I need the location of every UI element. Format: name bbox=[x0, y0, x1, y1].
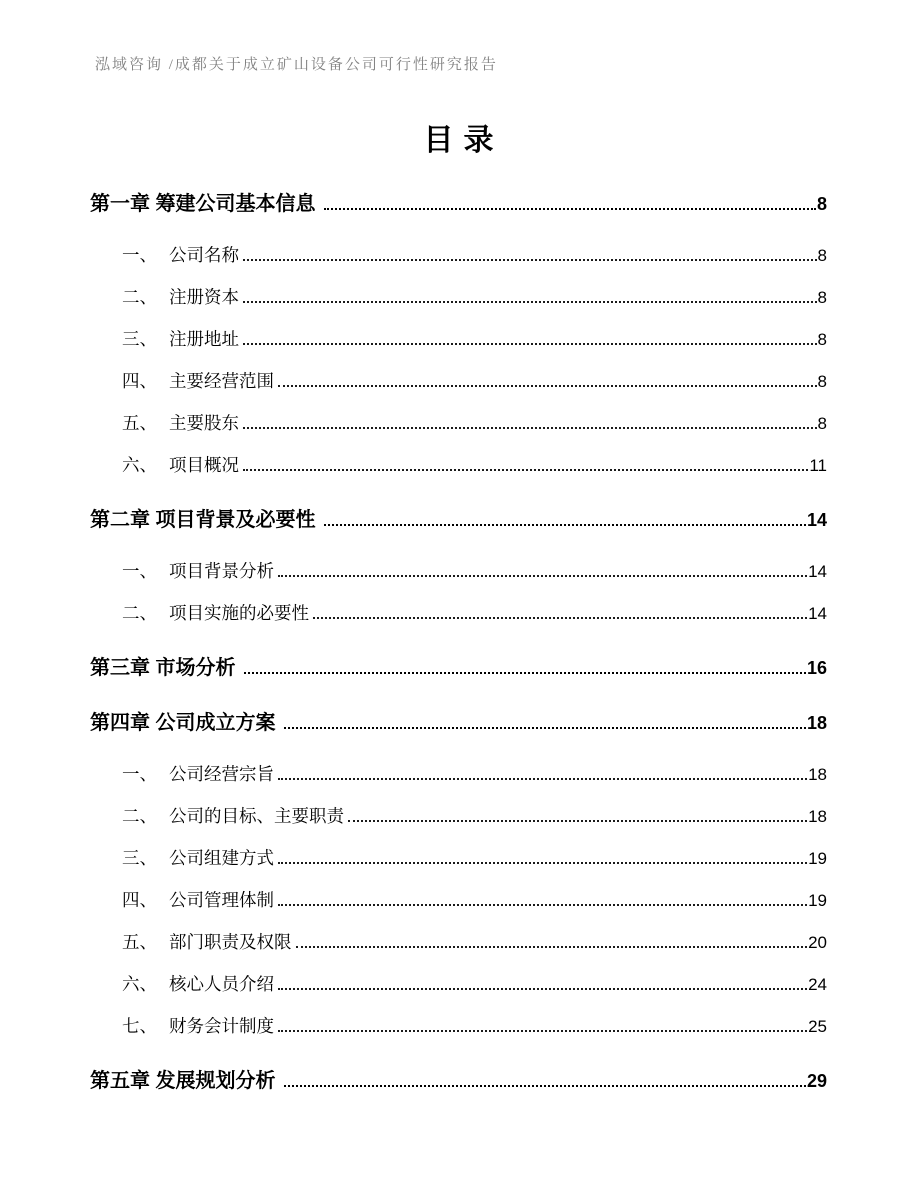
dot-leader bbox=[278, 575, 807, 577]
toc-entry[interactable] bbox=[90, 837, 827, 879]
toc-entry-page: 14 bbox=[806, 510, 827, 530]
toc-entry-page: 11 bbox=[809, 456, 827, 475]
toc-entry[interactable] bbox=[90, 1060, 827, 1102]
toc-entry-number: 二、 bbox=[122, 806, 157, 826]
toc-entry-label: 部门职责及权限 bbox=[169, 932, 292, 952]
toc-entry-number: 五、 bbox=[122, 413, 157, 433]
toc-entry-label: 公司组建方式 bbox=[169, 848, 274, 868]
toc-entry[interactable] bbox=[90, 499, 827, 541]
dot-leader bbox=[243, 469, 808, 471]
toc-entry-page: 8 bbox=[817, 372, 827, 391]
toc-entry-page: 8 bbox=[816, 194, 827, 214]
toc-entry[interactable] bbox=[90, 753, 827, 795]
toc-entry-label: 注册地址 bbox=[169, 329, 239, 349]
dot-leader bbox=[243, 259, 817, 261]
toc-entry-page: 18 bbox=[808, 765, 827, 784]
toc-entry[interactable] bbox=[90, 318, 827, 360]
toc-entry-number: 六、 bbox=[122, 974, 157, 994]
dot-leader bbox=[278, 385, 817, 387]
toc-entry-page: 29 bbox=[806, 1071, 827, 1091]
dot-leader bbox=[278, 862, 807, 864]
toc-entry-number: 二、 bbox=[122, 603, 157, 623]
toc-entry-page: 18 bbox=[808, 807, 827, 826]
dot-leader bbox=[284, 1085, 806, 1087]
toc-entry-label: 第一章 筹建公司基本信息 bbox=[90, 193, 316, 215]
toc-entry-label: 核心人员介绍 bbox=[169, 974, 274, 994]
toc-entry-page: 24 bbox=[808, 975, 827, 994]
dot-leader bbox=[243, 427, 817, 429]
toc-entry-number: 一、 bbox=[122, 764, 157, 784]
toc-entry-label: 第四章 公司成立方案 bbox=[90, 712, 276, 734]
toc-entry[interactable] bbox=[90, 702, 827, 744]
toc-entry-number: 三、 bbox=[122, 329, 157, 349]
dot-leader bbox=[278, 988, 807, 990]
toc-entry-page: 19 bbox=[808, 849, 827, 868]
toc-entry-page: 14 bbox=[808, 562, 827, 581]
toc-entry-number: 三、 bbox=[122, 848, 157, 868]
toc-entry-page: 25 bbox=[808, 1017, 827, 1036]
toc-entry-label: 财务会计制度 bbox=[169, 1016, 274, 1036]
toc-entry[interactable] bbox=[90, 444, 827, 486]
toc-entry-label: 第二章 项目背景及必要性 bbox=[90, 509, 316, 531]
toc-entry-label: 公司管理体制 bbox=[169, 890, 274, 910]
toc-entry-page: 8 bbox=[817, 288, 827, 307]
toc-entry[interactable] bbox=[90, 795, 827, 837]
toc-entry-label: 第三章 市场分析 bbox=[90, 657, 236, 679]
page-title: 目录 bbox=[423, 124, 504, 157]
toc-entry-page: 16 bbox=[806, 658, 827, 678]
toc-entry-number: 四、 bbox=[122, 890, 157, 910]
toc-entry-label: 公司的目标、主要职责 bbox=[169, 806, 344, 826]
toc-entry-page: 19 bbox=[808, 891, 827, 910]
toc-entry-label: 第五章 发展规划分析 bbox=[90, 1070, 276, 1092]
toc-entry-number: 五、 bbox=[122, 932, 157, 952]
toc-entry[interactable] bbox=[90, 963, 827, 1005]
toc-entry-label: 注册资本 bbox=[169, 287, 239, 307]
dot-leader bbox=[348, 820, 807, 822]
toc-entry-label: 项目概况 bbox=[169, 455, 239, 475]
dot-leader bbox=[324, 208, 816, 210]
toc-entry-number: 二、 bbox=[122, 287, 157, 307]
toc-entry-number: 七、 bbox=[122, 1016, 157, 1036]
toc-entry[interactable] bbox=[90, 183, 827, 225]
toc-entry-page: 8 bbox=[817, 414, 827, 433]
toc-entry-number: 一、 bbox=[122, 245, 157, 265]
toc-entry-label: 项目实施的必要性 bbox=[169, 603, 309, 623]
dot-leader bbox=[278, 778, 807, 780]
dot-leader bbox=[324, 524, 806, 526]
dot-leader bbox=[284, 727, 806, 729]
toc-entry-label: 公司名称 bbox=[169, 245, 239, 265]
toc-entry[interactable] bbox=[90, 592, 827, 634]
toc-entry[interactable] bbox=[90, 1005, 827, 1047]
dot-leader bbox=[278, 1030, 807, 1032]
dot-leader bbox=[278, 904, 807, 906]
toc-entry[interactable] bbox=[90, 550, 827, 592]
toc-entry-label: 主要经营范围 bbox=[169, 371, 274, 391]
toc-entry-label: 项目背景分析 bbox=[169, 561, 274, 581]
toc-entry-page: 8 bbox=[817, 330, 827, 349]
toc-entry[interactable] bbox=[90, 360, 827, 402]
toc-entry-page: 14 bbox=[808, 604, 827, 623]
dot-leader bbox=[296, 946, 808, 948]
toc-entry[interactable] bbox=[90, 402, 827, 444]
toc-entry[interactable] bbox=[90, 276, 827, 318]
dot-leader bbox=[243, 343, 817, 345]
dot-leader bbox=[313, 617, 807, 619]
dot-leader bbox=[244, 672, 806, 674]
toc-entry-page: 8 bbox=[817, 246, 827, 265]
toc-entry[interactable] bbox=[90, 234, 827, 276]
toc-entry-page: 20 bbox=[808, 933, 827, 952]
toc-list bbox=[90, 183, 827, 1102]
toc-entry-label: 公司经营宗旨 bbox=[169, 764, 274, 784]
document-header: 泓域咨询 /成都关于成立矿山设备公司可行性研究报告 bbox=[95, 57, 498, 73]
toc-entry-number: 六、 bbox=[122, 455, 157, 475]
toc-entry-number: 四、 bbox=[122, 371, 157, 391]
toc-entry[interactable] bbox=[90, 647, 827, 689]
toc-entry-number: 一、 bbox=[122, 561, 157, 581]
toc-entry[interactable] bbox=[90, 879, 827, 921]
toc-entry-page: 18 bbox=[806, 713, 827, 733]
toc-entry-label: 主要股东 bbox=[169, 413, 239, 433]
dot-leader bbox=[243, 301, 817, 303]
toc-entry[interactable] bbox=[90, 921, 827, 963]
